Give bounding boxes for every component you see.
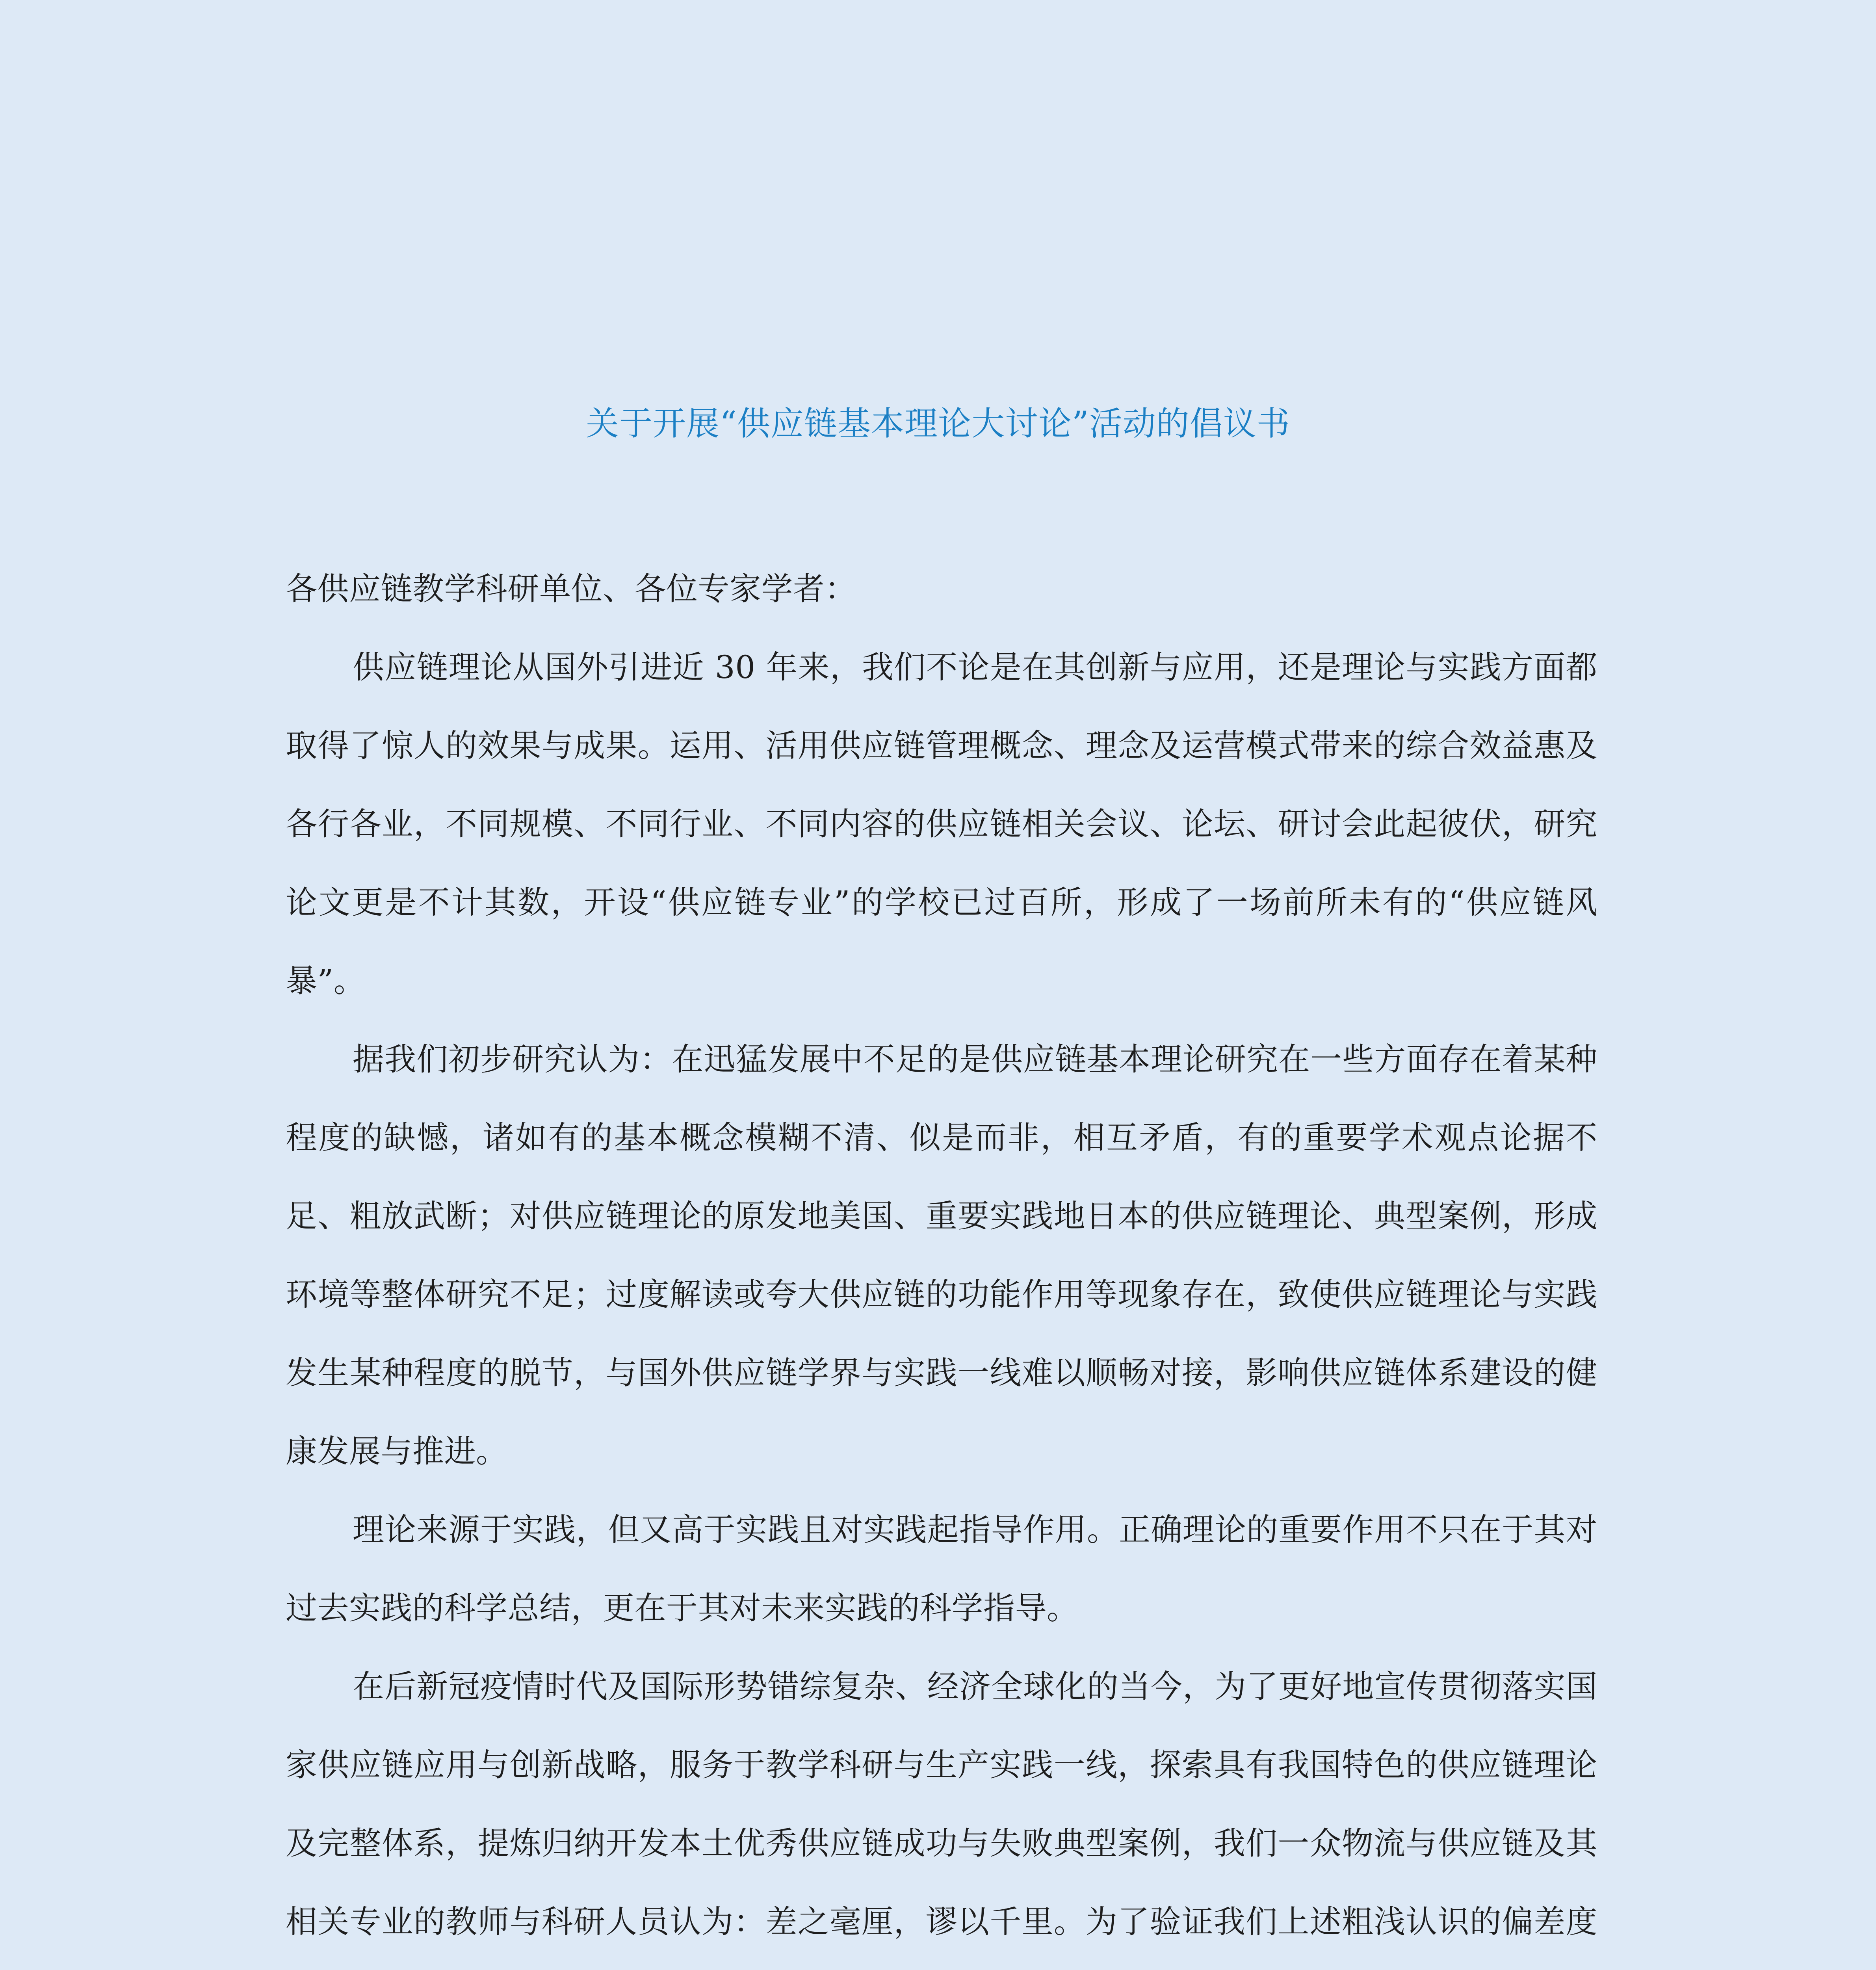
paragraph-4: 在后新冠疫情时代及国际形势错综复杂、经济全球化的当今，为了更好地宣传贯彻落实国家供应链应用与创新战略，服务于教学科研与生产实践一线，探索具有我国特色的供应链理论及完整体系，提炼归纳开发本土优秀供应链成功与失败典型案例，我们一众物流与供应链及其相关专业的教师与科研人员认为：差之毫厘，谬以千里。为了验证我们上述粗浅认识的偏差度	[286, 1668, 1597, 1940]
document-title: 关于开展“供应链基本理论大讨论”活动的倡议书	[586, 404, 1290, 443]
paragraph-2: 据我们初步研究认为：在迅猛发展中不足的是供应链基本理论研究在一些方面存在着某种程度的缺憾，诸如有的基本概念模糊不清、似是而非，相互矛盾，有的重要学术观点论据不足、粗放武断；对供应链理论的原发地美国、重要实践地日本的供应链理论、典型案例，形成环境等整体研究不足；过度解读或夸大供应链的功能作用等现象存在，致使供应链理论与实践发生某种程度的脱节，与国外供应链学界与实践一线难以顺畅对接，影响供应链体系建设的健康发展与推进。	[286, 1041, 1597, 1470]
salutation: 各供应链教学科研单位、各位专家学者：	[286, 571, 856, 607]
paragraph-3: 理论来源于实践，但又高于实践且对实践起指导作用。正确理论的重要作用不只在于其对过去实践的科学总结，更在于其对未来实践的科学指导。	[286, 1511, 1597, 1626]
paragraph-1: 供应链理论从国外引进近 30 年来，我们不论是在其创新与应用，还是理论与实践方面都取得了惊人的效果与成果。运用、活用供应链管理概念、理念及运营模式带来的综合效益惠及各行各业，不同规模、不同行业、不同内容的供应链相关会议、论坛、研讨会此起彼伏，研究论文更是不计其数，开设“供应链专业”的学校已过百所，形成了一场前所未有的“供应链风暴”。	[286, 649, 1597, 999]
document-body	[286, 550, 1597, 1970]
